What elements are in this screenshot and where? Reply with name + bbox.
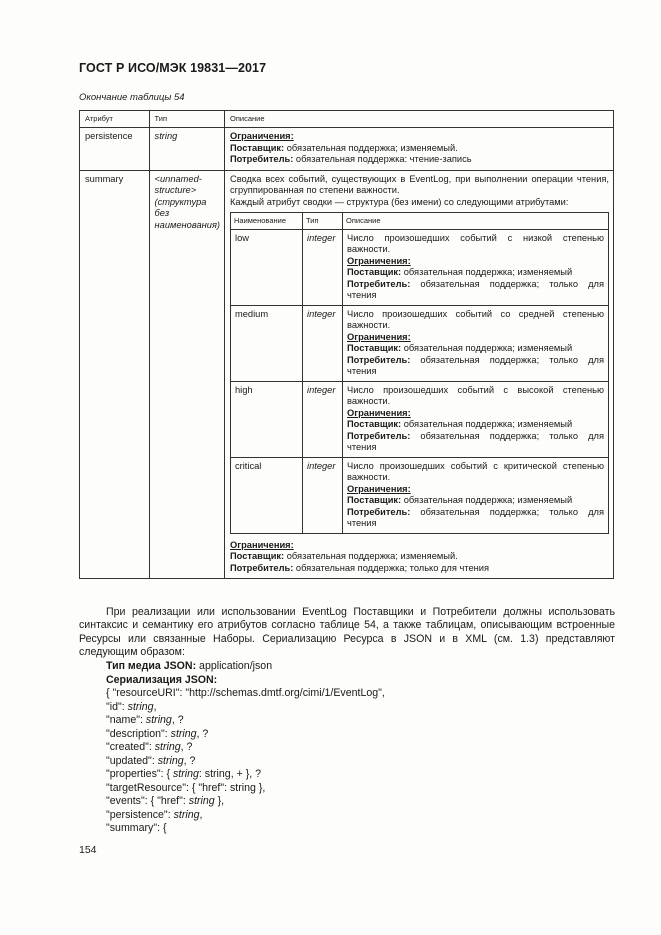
constraints-title: Ограничения:: [347, 407, 411, 418]
consumer-text: обязательная поддержка; только для чтения: [347, 278, 604, 300]
provider-text: обязательная поддержка; изменяемый.: [284, 551, 458, 561]
code-line: "targetResource": { "href": string },: [106, 781, 266, 794]
consumer-label: Потребитель:: [347, 354, 411, 365]
provider-line: [230, 143, 609, 155]
table-row: [80, 170, 614, 579]
code-line: "id": string,: [106, 700, 157, 713]
row-attribute: summary: [80, 170, 150, 579]
consumer-label: Потребитель:: [347, 278, 411, 289]
row-description: [225, 170, 614, 579]
inner-description: [343, 457, 609, 533]
provider-text: обязательная поддержка; изменяемый: [401, 267, 573, 277]
inner-row-high: [231, 381, 609, 457]
media-type-label: Тип медиа JSON:: [106, 660, 197, 672]
provider-line: [347, 267, 604, 279]
consumer-line: [230, 154, 609, 166]
inner-name: high: [231, 381, 303, 457]
provider-text: обязательная поддержка; изменяемый.: [284, 142, 458, 153]
row-description: [225, 128, 614, 171]
provider-label: Поставщик:: [230, 551, 285, 561]
attributes-table: [79, 110, 614, 579]
consumer-label: Потребитель:: [230, 154, 294, 164]
inner-row-medium: [231, 305, 609, 381]
consumer-line: [347, 279, 604, 302]
inner-desc-text: Число произошедших событий со средней степенью важности.: [347, 308, 604, 330]
media-type-value: application/json: [196, 660, 273, 672]
document-title: ГОСТ Р ИСО/МЭК 19831—2017: [79, 61, 267, 75]
inner-description: [343, 229, 609, 305]
consumer-line: [347, 431, 604, 454]
table-header-row: [80, 111, 614, 128]
header-description: Описание: [225, 111, 614, 128]
consumer-line: [347, 355, 604, 378]
constraints-title: Ограничения:: [230, 539, 294, 550]
body-paragraph-block: [79, 606, 615, 659]
inner-description: [343, 305, 609, 381]
serialization-label: Сериализация JSON:: [106, 673, 218, 686]
constraints-title: Ограничения:: [347, 255, 411, 266]
inner-desc-text: Число произошедших событий с критической степенью важности.: [347, 460, 604, 482]
provider-label: Поставщик:: [347, 419, 402, 429]
provider-label: Поставщик:: [347, 343, 402, 353]
inner-desc-text: Число произошедших событий с высокой степенью важности.: [347, 384, 604, 406]
row-type: string: [149, 128, 224, 171]
constraints-title: Ограничения:: [347, 483, 411, 494]
consumer-text: обязательная поддержка; только для чтения: [347, 430, 604, 452]
summary-attributes-intro: Каждый атрибут сводки — структура (без имени) со следующими атрибутами:: [230, 196, 569, 207]
row-attribute: persistence: [80, 128, 150, 171]
media-type-line: [106, 660, 606, 674]
provider-text: обязательная поддержка; изменяемый: [401, 419, 573, 429]
consumer-line: [347, 507, 604, 530]
page-number: 154: [79, 844, 97, 856]
consumer-label: Потребитель:: [347, 506, 411, 517]
consumer-text: обязательная поддержка; только для чтения: [347, 506, 604, 528]
inner-type: integer: [303, 457, 343, 533]
code-line: "events": { "href": string },: [106, 795, 225, 807]
consumer-label: Потребитель:: [230, 562, 294, 573]
table-row: [80, 128, 614, 171]
inner-row-critical: [231, 457, 609, 533]
body-paragraph: При реализации или использовании EventLog Поставщики и Потребители должны использовать синтаксис и семантику его атрибутов согласно таблице 54, а также таблицам, описывающим встроенные Ресурсы или связанные Наборы. Сериализацию Ресурса в JSON и в XML (см. 1.3) представляют следующим образом:: [79, 606, 615, 658]
inner-desc-text: Число произошедших событий с низкой степенью важности.: [347, 232, 604, 254]
table-caption: Окончание таблицы 54: [79, 92, 185, 103]
provider-line: [347, 419, 604, 431]
provider-label: Поставщик:: [347, 495, 402, 505]
inner-header-name: Наименование: [231, 213, 303, 230]
inner-header-description: Описание: [343, 213, 609, 230]
inner-type: integer: [303, 305, 343, 381]
code-line: "name": string, ?: [106, 714, 184, 726]
code-line: "created": string, ?: [106, 741, 193, 753]
consumer-label: Потребитель:: [347, 430, 411, 441]
provider-text: обязательная поддержка; изменяемый: [401, 495, 573, 505]
summary-description: Сводка всех событий, существующих в EventLog, при выполнении операции чтения, сгруппированная по степени важности.: [230, 173, 609, 195]
code-line: "updated": string, ?: [106, 754, 196, 767]
header-type: Тип: [149, 111, 224, 128]
provider-label: Поставщик:: [347, 267, 402, 277]
code-line: "description": string, ?: [106, 727, 209, 740]
inner-type: integer: [303, 229, 343, 305]
provider-text: обязательная поддержка; изменяемый: [401, 343, 573, 353]
code-line: "properties": { string: string, + }, ?: [106, 768, 262, 780]
inner-type: integer: [303, 381, 343, 457]
provider-line: [347, 495, 604, 507]
consumer-text: обязательная поддержка; только для чтения: [293, 562, 489, 573]
inner-header-row: [231, 213, 609, 230]
provider-label: Поставщик:: [230, 142, 285, 153]
consumer-text: обязательная поддержка: чтение-запись: [293, 154, 472, 164]
constraints-title: Ограничения:: [230, 131, 294, 141]
row-type: <unnamed-structure> (структура без наименования): [149, 170, 224, 579]
code-line: { "resourceURI": "http://schemas.dmtf.org/cimi/1/EventLog",: [106, 687, 385, 699]
inner-header-type: Тип: [303, 213, 343, 230]
consumer-text: обязательная поддержка; только для чтения: [347, 354, 604, 376]
summary-structure-table: [230, 212, 609, 534]
inner-row-low: [231, 229, 609, 305]
inner-name: low: [231, 229, 303, 305]
inner-name: critical: [231, 457, 303, 533]
inner-description: [343, 381, 609, 457]
inner-name: medium: [231, 305, 303, 381]
provider-line: [230, 551, 609, 563]
code-line: "persistence": string,: [106, 808, 203, 821]
consumer-line: [230, 563, 609, 575]
constraints-title: Ограничения:: [347, 331, 411, 342]
code-line: "summary": {: [106, 822, 167, 834]
provider-line: [347, 343, 604, 355]
json-serialization-block: [106, 660, 606, 836]
header-attribute: Атрибут: [80, 111, 150, 128]
